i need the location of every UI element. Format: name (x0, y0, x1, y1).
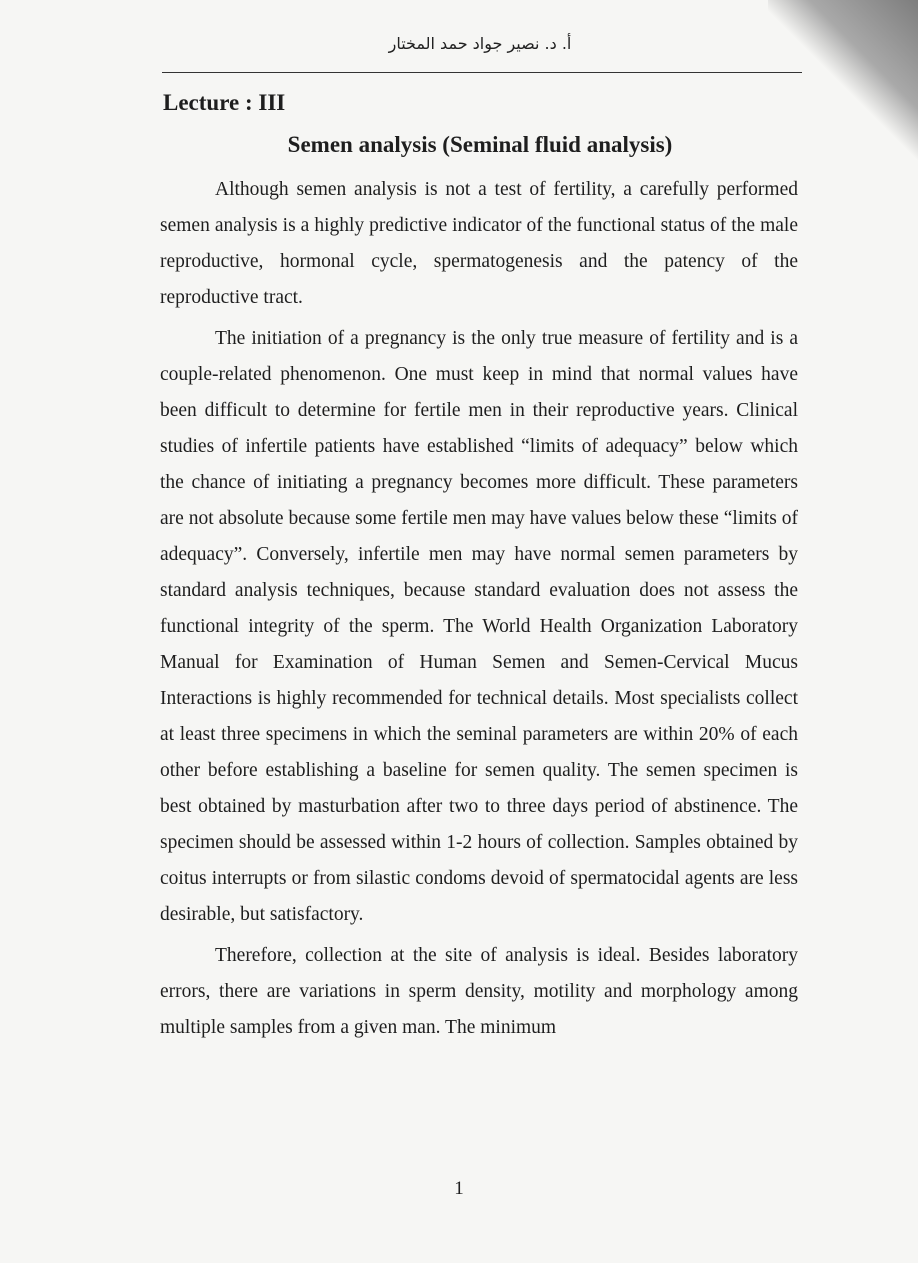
page-number: 1 (454, 1178, 464, 1199)
body-text (160, 172, 798, 1046)
header-divider (162, 72, 802, 73)
lecture-label: Lecture : III (163, 90, 286, 115)
author-header: أ. د. نصير جواد حمد المختار (388, 34, 572, 53)
paragraph: Therefore, collection at the site of analysis is ideal. Besides laboratory errors, there are variations in sperm density, motility and morphology among multiple samples from a given man. The minimum (160, 945, 798, 1038)
paragraph: Although semen analysis is not a test of fertility, a carefully performed semen analysis is a highly predictive indicator of the functional status of the male reproductive, hormonal cycle, spermatogenesis and the patency of the reproductive tract. (160, 179, 798, 308)
page-title: Semen analysis (Seminal fluid analysis) (287, 132, 673, 157)
paragraph: The initiation of a pregnancy is the only true measure of fertility and is a couple-related phenomenon. One must keep in mind that normal values have been difficult to determine for fertile men in their reproductive years. Clinical studies of infertile patients have established “limits of adequacy” below which the chance of initiating a pregnancy becomes more difficult. These parameters are not absolute because some fertile men may have values below these “limits of adequacy”. Conversely, infertile men may have normal semen parameters by standard analysis techniques, because standard evaluation does not assess the functional integrity of the sperm. The World Health Organization Laboratory Manual for Examination of Human Semen and Semen-Cervical Mucus Interactions is highly recommended for technical details. Most specialists collect at least three specimens in which the seminal parameters are within 20% of each other before establishing a baseline for semen quality. The semen specimen is best obtained by masturbation after two to three days period of abstinence. The specimen should be assessed within 1-2 hours of collection. Samples obtained by coitus interrupts or from silastic condoms devoid of spermatocidal agents are less desirable, but satisfactory. (160, 328, 798, 925)
